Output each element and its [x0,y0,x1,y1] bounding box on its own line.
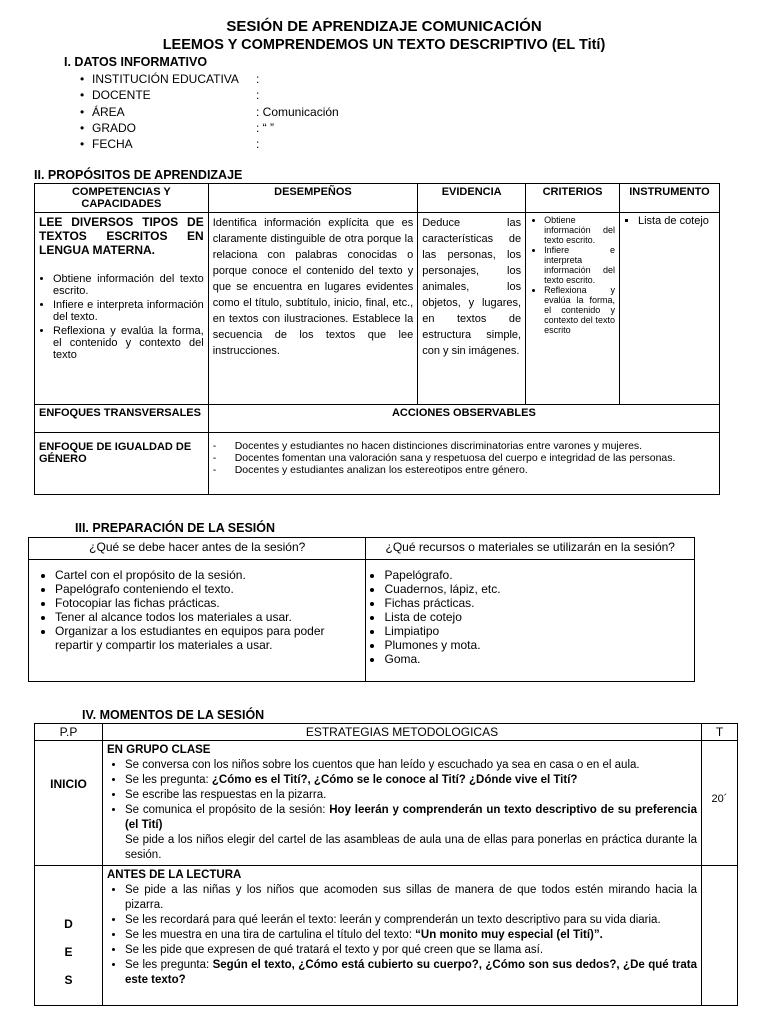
section-momentos-heading: IV. MOMENTOS DE LA SESIÓN [82,708,265,722]
competencias-cell [35,213,209,405]
enfoque-nombre: ENFOQUE DE IGUALDAD DE GÉNERO [35,433,209,495]
recurso-item: • Goma. [384,652,690,666]
inicio-group: EN GRUPO CLASE [106,744,211,756]
inicio-item: • Se comunica el propósito de la sesión: Hoy leerán y comprenderán un texto descriptivo de su preferencia (el Tití) Se pide a los niños elegir del cartel de las asambleas de aula una de ellas para ponerlas en práctica durante la sesión. [125,803,697,863]
datos-item: • DOCENTE : [80,88,260,102]
inicio-item: • Se escribe las respuestas en la pizarra. [125,788,697,803]
accion-item: - Docentes y estudiantes no hacen distinciones discriminatorias entre varones y mujeres. [212,440,643,452]
section-preparacion-heading: III. PREPARACIÓN DE LA SESIÓN [75,521,276,535]
antes-item: • Fotocopiar las fichas prácticas. [55,596,361,610]
desarrollo-item: • Se les muestra en una tira de cartulina el título del texto: “Un monito muy especial (el Tití)”. [125,928,697,943]
preparacion-col-antes: ¿Qué se debe hacer antes de la sesión? [29,538,366,560]
recurso-item: • Papelógrafo. [384,568,690,582]
enfoques-label: ENFOQUES TRANSVERSALES [35,405,209,433]
inicio-label: INICIO [35,741,103,866]
capacidad-item: • Reflexiona y evalúa la forma, el contenido y contexto del texto [53,325,204,361]
criterio-item: • Reflexiona y evalúa la forma, el contenido y contexto del texto escrito [544,285,615,335]
instrumento-cell [619,213,719,405]
desarrollo-group: ANTES DE LA LECTURA [106,869,242,881]
inicio-item: • Se conversa con los niños sobre los cuentos que han leído y escuchado ya sea en casa o en el aula. [125,758,697,773]
datos-item: • INSTITUCIÓN EDUCATIVA : [80,72,260,86]
header-instrumento: INSTRUMENTO [619,184,719,213]
instrumento-item: ▪ Lista de cotejo [638,215,715,227]
datos-item: • GRADO : “ ” [80,121,274,135]
datos-item: • FECHA : [80,137,260,151]
inicio-time: 20´ [702,741,738,866]
recurso-item: • Fichas prácticas. [384,596,690,610]
desarrollo-letters: D E S [35,866,103,1006]
section-propositos-heading: II. PROPÓSITOS DE APRENDIZAJE [34,168,243,182]
criterios-cell [526,213,620,405]
antes-cell [29,560,366,682]
recurso-item: • Cuadernos, lápiz, etc. [384,582,690,596]
inicio-cell [102,741,701,866]
capacidad-item: • Infiere e interpreta información del texto. [53,299,204,323]
col-t: T [702,724,738,741]
accion-item: - Docentes y estudiantes analizan los estereotipos entre género. [212,464,528,476]
desarrollo-item: • Se les pide que expresen de qué tratará el texto y por qué creen que se llama así. [125,943,697,958]
criterio-item: • Obtiene información del texto escrito. [544,215,615,245]
accion-item: - Docentes fomentan una valoración sana y respetuosa del cuerpo e integridad de las personas. [212,452,676,464]
antes-item: • Organizar a los estudiantes en equipos para poder repartir y compartir los materiales a usar. [55,624,361,652]
antes-item: • Cartel con el propósito de la sesión. [55,568,361,582]
capacidad-item: • Obtiene información del texto escrito. [53,273,204,297]
header-criterios: CRITERIOS [526,184,620,213]
desarrollo-time [702,866,738,1006]
desempeno-cell: Identifica información explícita que es claramente distinguible de otra porque la relaciona con palabras conocidas o porque conoce el contenido del texto y que se encuentra en lugares evidentes como el título, subtítulo, inicio, final, etc., en textos con ilustraciones. Establece la secuencia de los textos que lee instrucciones. [208,213,418,405]
antes-item: • Papelógrafo conteniendo el texto. [55,582,361,596]
recurso-item: • Plumones y mota. [384,638,690,652]
desarrollo-item: • Se les recordará para qué leerán el texto: leerán y comprenderán un texto descriptivo para su vida diaria. [125,913,697,928]
header-desempenos: DESEMPEÑOS [208,184,418,213]
col-estrategias: ESTRATEGIAS METODOLOGICAS [102,724,701,741]
acciones-label: ACCIONES OBSERVABLES [208,405,719,433]
criterio-item: • Infiere e interpreta información del texto escrito. [544,245,615,285]
desarrollo-item: • Se pide a las niñas y los niños que acomoden sus sillas de manera de que todos estén mirando hacia la pizarra. [125,883,697,913]
desarrollo-cell [102,866,701,1006]
competencia-name: LEE DIVERSOS TIPOS DE TEXTOS ESCRITOS EN LENGUA MATERNA. [39,215,204,257]
inicio-item: • Se les pregunta: ¿Cómo es el Tití?, ¿Cómo se le conoce al Tití? ¿Dónde vive el Tití? [125,773,697,788]
momentos-table [34,723,738,1006]
recurso-item: • Lista de cotejo [384,610,690,624]
header-evidencia: EVIDENCIA [418,184,526,213]
acciones-cell [208,433,719,495]
preparacion-table [28,537,695,682]
propositos-table [34,183,720,495]
section-datos-heading: I. DATOS INFORMATIVO [64,55,208,69]
document-title: SESIÓN DE APRENDIZAJE COMUNICACIÓN [226,18,542,35]
datos-item: • ÁREA : Comunicación [80,105,339,119]
recurso-item: • Limpiatipo [384,624,690,638]
preparacion-col-recursos: ¿Qué recursos o materiales se utilizarán en la sesión? [366,538,695,560]
antes-item: • Tener al alcance todos los materiales a usar. [55,610,361,624]
desarrollo-item: • Se les pregunta: Según el texto, ¿Cómo está cubierto su cuerpo?, ¿Cómo son sus dedos?, ¿De qué trata este texto? [125,958,697,988]
col-pp: P.P [35,724,103,741]
header-competencias: COMPETENCIAS Y CAPACIDADES [35,184,209,213]
evidencia-cell: Deduce las características de las personas, los personajes, los animales, los objetos, y lugares, en textos de estructura simple, con y sin imágenes. [418,213,526,405]
document-subtitle: LEEMOS Y COMPRENDEMOS UN TEXTO DESCRIPTIVO (EL Tití) [162,37,606,53]
recursos-cell [366,560,695,682]
